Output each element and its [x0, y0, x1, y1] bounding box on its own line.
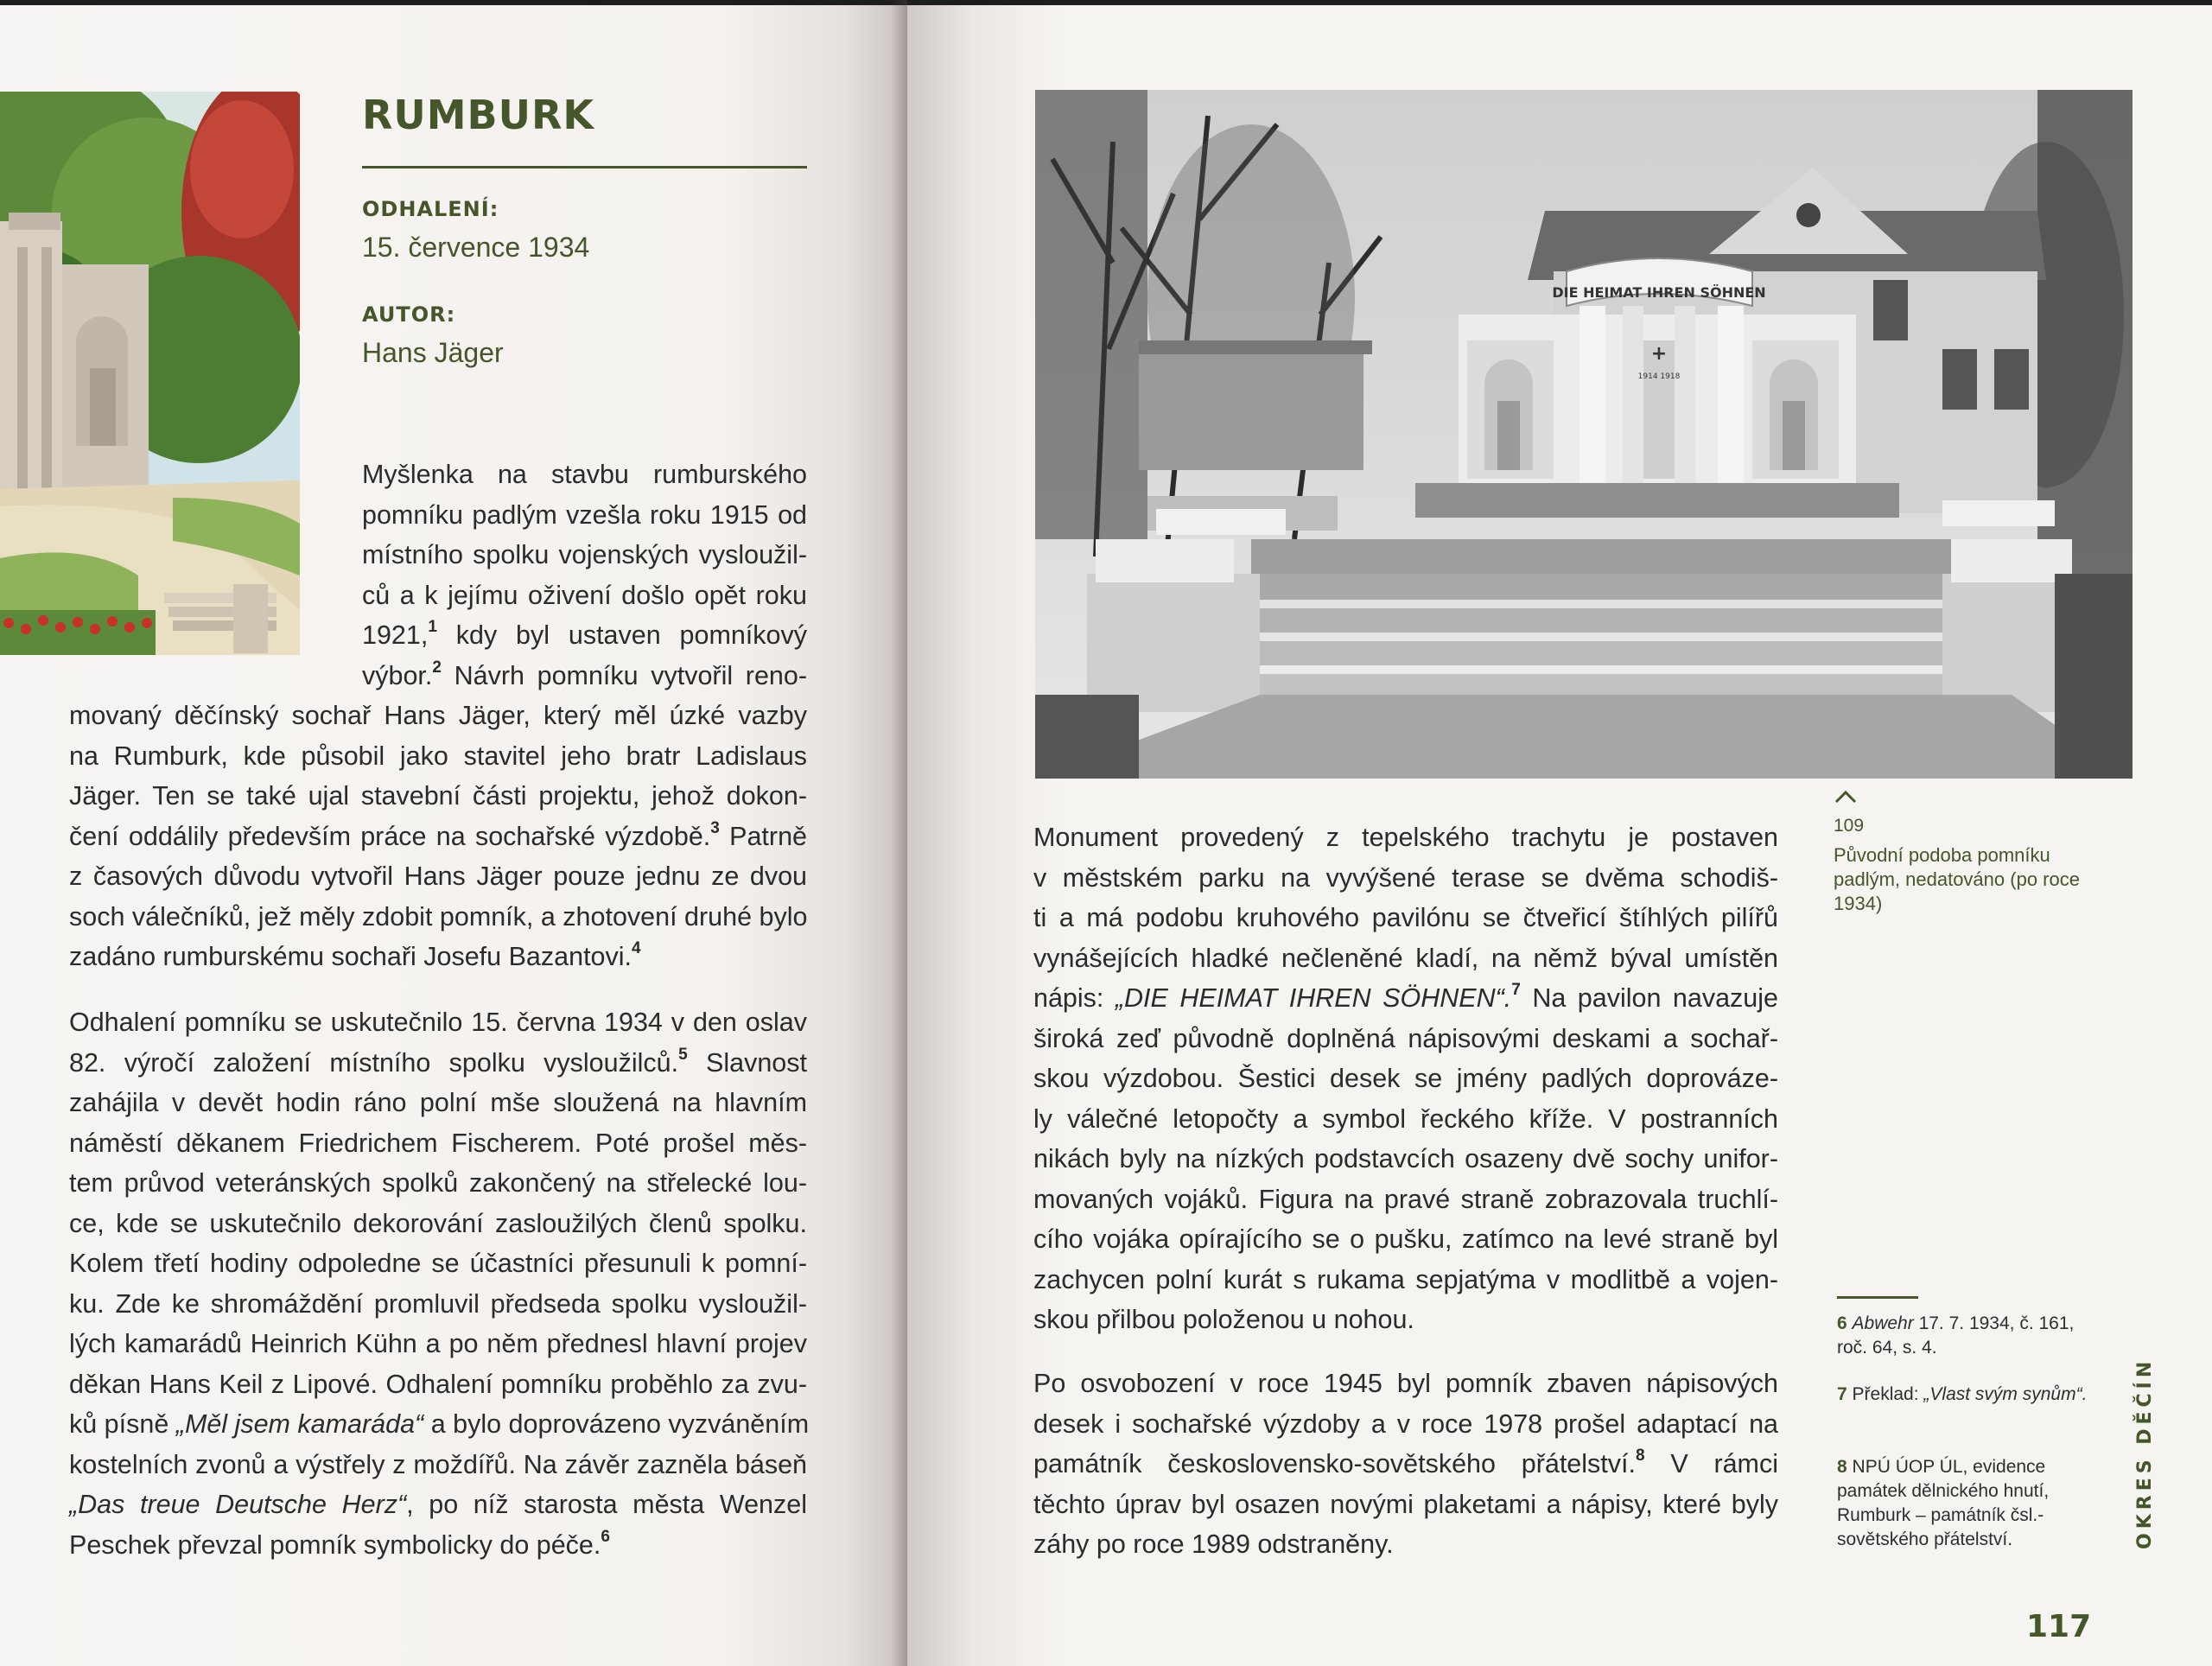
footnote-ref: 7 [1511, 981, 1521, 999]
text-line: ců a k jejímu oživení došlo opět roku [362, 580, 807, 610]
footnote-ref: 2 [432, 658, 442, 677]
footnote-ref: 3 [710, 818, 720, 837]
text-line: z časových důvodu vytvořil Hans Jäger pouze jednu ze dvou [69, 862, 807, 891]
text-line: čení oddálily především práce na sochařské výzdobě.$^3$ Patrně [69, 818, 807, 851]
text-line: lých kamarádů Heinrich Kühn a po něm přednesl hlavní projev [69, 1329, 807, 1358]
footnote-ref: 5 [678, 1045, 688, 1064]
text-line: těchto úprav byl osazen novými plaketami a nápisy, které byly [1033, 1489, 1778, 1519]
text-line: tem průvod veteránských spolků zakončený na střelecké lou- [69, 1168, 807, 1198]
text-line: cího vojáka opírajícího se o pušku, zatímco na levé straně byl [1033, 1224, 1778, 1254]
page-number: 117 [2026, 1609, 2092, 1644]
text-line: děkan Hans Keil z Lipové. Odhalení pomníku proběhlo za zvu- [69, 1369, 807, 1399]
footnote-ref: 1 [428, 618, 437, 636]
footnote-7: 7 Překlad: „Vlast svým synům“. [1837, 1384, 2088, 1404]
text-line: pomníku padlým vzešla roku 1915 od [362, 499, 807, 530]
text-line: skou přilbou položenou u nohou. [1033, 1305, 1414, 1334]
author-label: AUTOR: [362, 302, 456, 327]
right-paragraph-1 [1033, 817, 1778, 1340]
text-line: Jäger. Ten se také ujal stavební části projektu, jehož dokon- [69, 781, 807, 811]
left-paragraph-1-wrapped [362, 455, 807, 696]
text-line: zachycen polní kurát s rukama sepjatýma v modlitbě a vojen- [1033, 1264, 1778, 1294]
text-line: zadáno rumburskému sochaři Josefu Bazantovi.$^4$ [69, 939, 641, 971]
text-line: zahájila v devět hodin ráno polní mše sloužená na hlavním [69, 1088, 807, 1117]
text-line: Myšlenka na stavbu rumburského [362, 460, 807, 489]
district-side-label: OKRES DĚČÍN [2134, 1357, 2156, 1549]
footnote-divider [1837, 1296, 1918, 1299]
text-line: movaný děčínský sochař Hans Jäger, který měl úzké vazby [69, 701, 807, 730]
text-line: ly válečné letopočty a symbol řeckého kříže. V postranních [1033, 1103, 1778, 1134]
caption-number: 109 [1834, 816, 1865, 836]
text-line: ku. Zde ke shromáždění promluvil předseda spolku vysloužil- [69, 1288, 807, 1319]
text-line: kostelních zvonů a výstřely z moždířů. Na závěr zazněla báseň [69, 1449, 807, 1479]
text-line: Peschek převzal pomník symbolicky do péče.$^6$ [69, 1527, 610, 1560]
text-line: „Das treue Deutsche Herz“, po níž starosta města Wenzel [69, 1490, 807, 1519]
author-value: Hans Jäger [362, 337, 504, 368]
text-line: památník československo-sovětského přátelství.$^8$ V rámci [1033, 1447, 1778, 1478]
unveiling-label: ODHALENÍ: [362, 197, 499, 221]
monument-painting [0, 92, 300, 655]
text-line: nápis: „DIE HEIMAT IHREN SÖHNEN“.$^7$ Na pavilon navazuje [1033, 981, 1778, 1013]
text-line: náměstí děkanem Friedrichem Fischerem. Poté prošel měs- [69, 1128, 807, 1158]
text-line: v městském parku na vyvýšené terase se dvěma schodiš- [1033, 862, 1778, 893]
monument-photo [1035, 90, 2133, 779]
text-line: skou výzdobou. Šestici desek se jmény padlých doprováze- [1033, 1064, 1778, 1093]
footnote-6: 6 Abwehr 17. 7. 1934, č. 161, roč. 64, s. 4. [1837, 1313, 2075, 1358]
left-paragraph-2 [69, 1002, 810, 1565]
footnote-ref: 8 [1635, 1447, 1645, 1465]
text-line: místního spolku vojenských vysloužil- [362, 540, 807, 569]
right-page [907, 0, 2212, 1666]
footnote-8: 8 NPÚ ÚOP ÚL, evidence památek dělnického hnutí, Rumburk – památník čsl.-sovětského přátelství. [1837, 1457, 2050, 1549]
text-line: ti a má podobu kruhového pavilónu se čtveřicí štíhlých pilířů [1033, 903, 1778, 932]
left-paragraph-1 [69, 696, 807, 977]
page-title: RUMBURK [362, 92, 595, 138]
text-line: ce, kde se uskutečnilo dekorování zasloužilých členů spolku. [69, 1208, 807, 1238]
text-line: na Rumburk, kde působil jako stavitel jeho bratr Ladislaus [69, 741, 807, 771]
photo-caption: Původní podoba pomníku padlým, nedatováno (po roce 1934) [1834, 844, 2080, 914]
text-line: soch válečníků, jež měly zdobit pomník, a zhotovení druhé bylo [69, 901, 808, 932]
text-line: výbor.$^2$ Návrh pomníku vytvořil reno- [362, 658, 807, 690]
text-line: 1921,$^1$ kdy byl ustaven pomníkový [362, 618, 807, 650]
text-line: široká zeď původně doplněná nápisovými deskami a sochař- [1033, 1023, 1778, 1053]
text-line: Monument provedený z tepelského trachytu je postaven [1033, 823, 1778, 852]
photo-inscription: DIE HEIMAT IHREN SÖHNEN [1552, 284, 1766, 301]
text-line: ků písně „Měl jsem kamaráda“ a bylo doprovázeno vyzváněním [69, 1409, 810, 1439]
text-line: movaných vojáků. Figura na pravé straně zobrazovala truchlí- [1033, 1184, 1778, 1214]
right-paragraph-2 [1033, 1364, 1778, 1565]
text-line: Kolem třetí hodiny odpoledne se účastníci přesunuli k pomní- [69, 1249, 807, 1278]
title-divider [362, 166, 807, 169]
text-line: 82. výročí založení místního spolku vysloužilců.$^5$ Slavnost [69, 1045, 807, 1078]
text-line: nikách byly na nízkých podstavcích osazeny dvě sochy unifor- [1033, 1144, 1778, 1173]
footnote-ref: 6 [601, 1527, 610, 1546]
text-line: záhy po roce 1989 odstraněny. [1033, 1529, 1394, 1559]
caption-up-arrow-icon [1833, 788, 1859, 805]
text-line: Odhalení pomníku se uskutečnilo 15. června 1934 v den oslav [69, 1008, 807, 1037]
text-line: desek i sochařské výzdoby a v roce 1978 prošel adaptací na [1033, 1408, 1778, 1439]
footnote-ref: 4 [632, 939, 641, 957]
text-line: Po osvobození v roce 1945 byl pomník zbaven nápisových [1033, 1369, 1778, 1398]
text-line: vynášejících hladké nečleněné kladí, na němž býval umístěn [1033, 943, 1778, 973]
left-page [0, 0, 907, 1666]
photo-years: 1914 1918 [1637, 372, 1681, 381]
unveiling-value: 15. července 1934 [362, 232, 590, 263]
svg-text:+: + [1650, 343, 1668, 365]
